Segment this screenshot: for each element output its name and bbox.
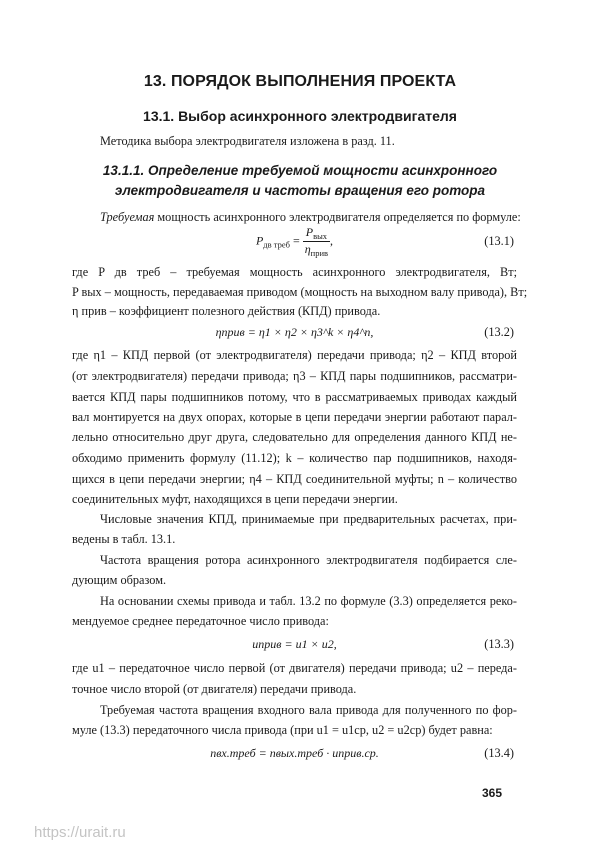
where-2-line-2: (от электродвигателя) передачи привода; η3 – КПД пары подшипников, рассматри- xyxy=(72,369,517,383)
paragraph-5-line-2: муле (13.3) передаточного числа привода (при u1 = u1ср, u2 = u2ср) будет равна: xyxy=(72,723,493,737)
where-2-line-8: соединительных муфт, находящихся в цепи передачи энергии. xyxy=(72,492,398,506)
subsection-heading-line-1: 13.1.1. Определение требуемой мощности асинхронного xyxy=(102,163,498,178)
formula-symbol: P xyxy=(305,225,314,239)
emphasis-text: Требуемая xyxy=(100,210,155,224)
where-3-line-2: точное число второй (от двигателя) передачи привода. xyxy=(72,682,357,696)
formula-number-13-3: (13.3) xyxy=(484,637,514,651)
intro-text: Методика выбора электродвигателя изложена в разд. 11. xyxy=(100,134,395,148)
formula-symbol: η xyxy=(304,242,311,256)
where-2-line-3: вается КПД пары подшипников потому, что в рассматриваемых приводах каждый xyxy=(72,390,517,404)
paragraph-4-line-1: На основании схемы привода и табл. 13.2 по формуле (3.3) определяется реко- xyxy=(100,594,517,608)
watermark-link[interactable]: https://urait.ru xyxy=(34,824,126,841)
paragraph-1-text: мощность асинхронного электродвигателя определяется по формуле: xyxy=(154,210,521,224)
formula-13-4: nвх.треб = nвых.треб · uприв.ср. xyxy=(210,746,379,760)
where-1-line-2: P вых – мощность, передаваемая приводом (мощность на выходном валу привода), Вт; xyxy=(72,285,528,299)
formula-number-13-2: (13.2) xyxy=(484,325,514,339)
paragraph-2-line-2: ведены в табл. 13.1. xyxy=(72,532,176,546)
where-1-line-1: где P дв треб – требуемая мощность асинхронного электродвигателя, Вт; xyxy=(72,265,517,279)
paragraph-1 xyxy=(100,210,521,225)
formula-subscript: вых xyxy=(313,231,328,241)
where-2-line-6: обходимо применить формулу (11.12); k – количество пар подшипников, находя- xyxy=(72,451,517,465)
section-heading: 13.1. Выбор асинхронного электродвигателя xyxy=(143,108,457,124)
formula-13-2: ηприв = η1 × η2 × η3^k × η4^n, xyxy=(215,325,374,339)
fraction xyxy=(303,225,330,258)
where-1-line-3: η прив – коэффициент полезного действия (КПД) привода. xyxy=(72,304,381,318)
where-3-line-1: где u1 – передаточное число первой (от двигателя) передачи привода; u2 – переда- xyxy=(72,661,517,675)
formula-number-13-4: (13.4) xyxy=(484,746,514,760)
formula-subscript: прив xyxy=(310,248,329,258)
where-2-line-1: где η1 – КПД первой (от электродвигателя) передачи привода; η2 – КПД второй xyxy=(72,348,517,362)
formula-13-1: $P_{дв треб}$ = $\frac{P_{вых}}{\eta_{прив}}$ , xyxy=(255,225,334,258)
paragraph-5-line-1: Требуемая частота вращения входного вала привода для полученного по фор- xyxy=(100,703,517,717)
formula-symbol: P xyxy=(255,233,264,248)
paragraph-3-line-2: дующим образом. xyxy=(72,573,167,587)
subsection-heading-line-2: электродвигателя и частоты вращения его ротора xyxy=(114,183,486,198)
formula-13-3: uприв = u1 × u2, xyxy=(252,637,337,651)
chapter-heading: 13. ПОРЯДОК ВЫПОЛНЕНИЯ ПРОЕКТА xyxy=(143,73,457,90)
where-2-line-5: лельно относительно друг друга, следовательно для определения данного КПД не- xyxy=(72,430,517,444)
paragraph-3-line-1: Частота вращения ротора асинхронного электродвигателя подбирается сле- xyxy=(100,553,517,567)
formula-subscript: дв треб xyxy=(263,239,290,250)
formula-number-13-1: (13.1) xyxy=(484,234,514,248)
paragraph-2-line-1: Числовые значения КПД, принимаемые при предварительных расчетах, при- xyxy=(100,512,517,526)
where-2-line-7: щихся в цепи передачи энергии; η4 – КПД соединительной муфты; n – количество xyxy=(72,472,517,486)
where-2-line-4: вал монтируется на двух опорах, которые в цепи передачи энергии работают парал- xyxy=(72,410,517,424)
page-number: 365 xyxy=(482,786,503,800)
paragraph-4-line-2: мендуемое среднее передаточное число привода: xyxy=(72,614,329,628)
